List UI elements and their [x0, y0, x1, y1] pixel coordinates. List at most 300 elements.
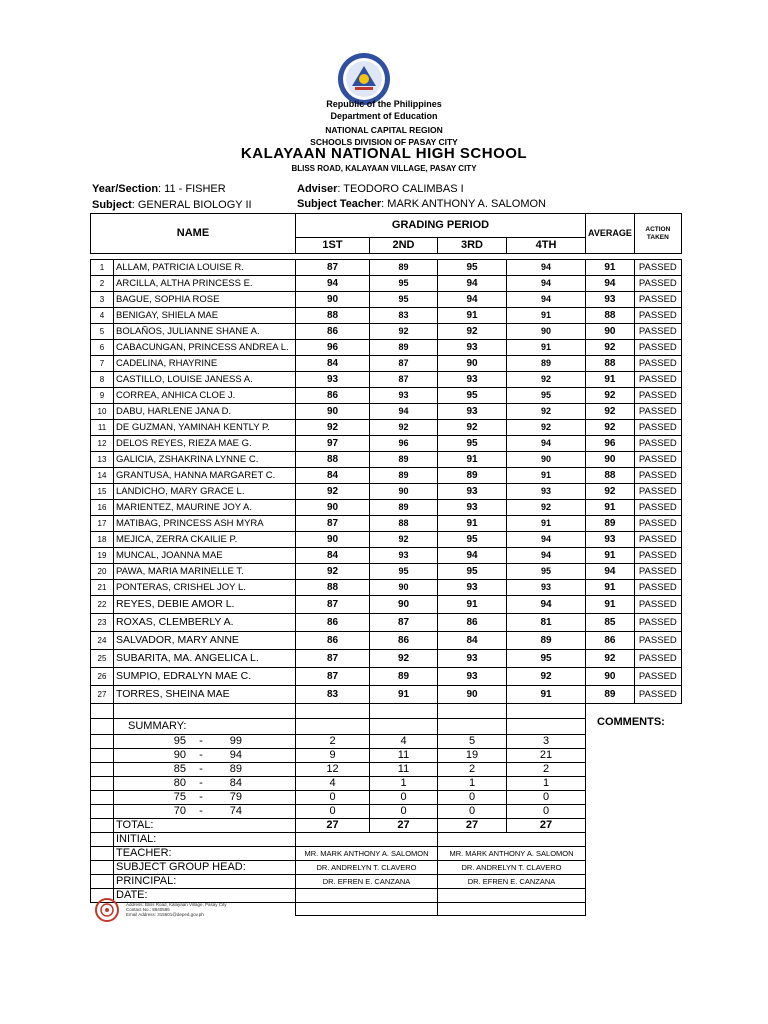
grade-q2: 89 [370, 340, 438, 356]
student-row [91, 500, 682, 516]
q4-header: 4TH [507, 238, 586, 254]
summary-spacer-cell [91, 735, 114, 749]
grade-q1: 84 [296, 468, 370, 484]
grade-q1: 86 [296, 614, 370, 632]
student-row [91, 580, 682, 596]
average-header: AVERAGE [586, 214, 635, 254]
grade-q4: 94 [507, 276, 586, 292]
grade-q4: 93 [507, 484, 586, 500]
grade-q4: 89 [507, 632, 586, 650]
summary-spacer-cell [91, 749, 114, 763]
blank-cell [114, 704, 296, 719]
student-number: 25 [91, 650, 114, 668]
signature-empty [296, 833, 438, 847]
student-number: 4 [91, 308, 114, 324]
blank-cell [91, 704, 114, 719]
grade-q3: 93 [438, 484, 507, 500]
summary-spacer-cell [91, 833, 114, 847]
summary-empty-cell [634, 749, 681, 763]
range-dash: - [199, 805, 203, 817]
grade-q3: 86 [438, 614, 507, 632]
range-dash: - [199, 791, 203, 803]
grade-q3: 93 [438, 650, 507, 668]
grade-q2: 87 [370, 356, 438, 372]
grade-q1: 87 [296, 596, 370, 614]
grade-q2: 92 [370, 532, 438, 548]
student-name: SUBARITA, MA. ANGELICA L. [114, 650, 296, 668]
blank-cell [296, 704, 370, 719]
summary-empty-cell [634, 791, 681, 805]
range-count-q1: 4 [296, 777, 370, 791]
range-count-q3: 0 [438, 805, 507, 819]
grade-q2: 95 [370, 292, 438, 308]
student-name: BAGUE, SOPHIA ROSE [114, 292, 296, 308]
subject-label: Subject [92, 199, 132, 211]
grade-q2: 88 [370, 516, 438, 532]
grade-q2: 89 [370, 500, 438, 516]
range-dash: - [199, 777, 203, 789]
range-high: 84 [229, 777, 242, 789]
q1-header: 1ST [296, 238, 370, 254]
grade-q4: 95 [507, 564, 586, 580]
grade-q4: 91 [507, 340, 586, 356]
student-name: SALVADOR, MARY ANNE [114, 632, 296, 650]
grade-q3: 95 [438, 564, 507, 580]
average-grade: 91 [586, 596, 635, 614]
grade-q4: 95 [507, 650, 586, 668]
average-grade: 92 [586, 484, 635, 500]
average-grade: 89 [586, 516, 635, 532]
signature-name-left: MR. MARK ANTHONY A. SALOMON [296, 847, 438, 861]
student-name: GRANTUSA, HANNA MARGARET C. [114, 468, 296, 484]
summary-range [114, 777, 296, 791]
signature-empty [438, 903, 586, 916]
year-section-value: : 11 - FISHER [158, 183, 226, 195]
student-number: 18 [91, 532, 114, 548]
student-number: 14 [91, 468, 114, 484]
range-count-q4: 2 [507, 763, 586, 777]
q2-header: 2ND [370, 238, 438, 254]
grade-q4: 94 [507, 436, 586, 452]
action-taken: PASSED [634, 276, 681, 292]
action-header-line1: ACTION [645, 225, 671, 233]
grade-q3: 94 [438, 276, 507, 292]
student-row [91, 632, 682, 650]
summary-empty-cell [634, 777, 681, 791]
average-grade: 92 [586, 340, 635, 356]
subject-value: : GENERAL BIOLOGY II [131, 199, 252, 211]
range-dash: - [199, 763, 203, 775]
grade-q4: 95 [507, 388, 586, 404]
grade-q2: 95 [370, 564, 438, 580]
average-grade: 85 [586, 614, 635, 632]
summary-empty-cell [634, 861, 681, 875]
footer-phone: Contact No.: 8840586 [126, 907, 170, 912]
action-taken: PASSED [634, 580, 681, 596]
summary-range-row [91, 749, 682, 763]
average-grade: 91 [586, 548, 635, 564]
grading-period-header: GRADING PERIOD [296, 214, 586, 238]
grade-q4: 94 [507, 596, 586, 614]
header-division: SCHOOLS DIVISION OF PASAY CITY [310, 137, 458, 147]
header-republic: Republic of the Philippines [326, 99, 442, 109]
student-row [91, 650, 682, 668]
deped-seal-icon [337, 52, 391, 106]
student-name: PONTERAS, CRISHEL JOY L. [114, 580, 296, 596]
student-number: 20 [91, 564, 114, 580]
student-number: 19 [91, 548, 114, 564]
action-taken: PASSED [634, 452, 681, 468]
average-grade: 92 [586, 650, 635, 668]
action-taken: PASSED [634, 500, 681, 516]
grade-q4: 94 [507, 260, 586, 276]
average-grade: 91 [586, 260, 635, 276]
student-name: CASTILLO, LOUISE JANESS A. [114, 372, 296, 388]
student-name: BOLAÑOS, JULIANNE SHANE A. [114, 324, 296, 340]
student-number: 7 [91, 356, 114, 372]
summary-spacer-cell [91, 719, 114, 735]
action-taken: PASSED [634, 260, 681, 276]
student-row [91, 548, 682, 564]
summary-range-row [91, 735, 682, 749]
student-row [91, 276, 682, 292]
average-grade: 92 [586, 388, 635, 404]
action-taken: PASSED [634, 436, 681, 452]
grade-q4: 94 [507, 548, 586, 564]
grade-q2: 89 [370, 468, 438, 484]
summary-empty-cell [634, 819, 681, 833]
grade-q4: 81 [507, 614, 586, 632]
grade-q1: 94 [296, 276, 370, 292]
average-grade: 88 [586, 356, 635, 372]
action-taken: PASSED [634, 324, 681, 340]
blank-cell [370, 704, 438, 719]
subject [92, 199, 252, 211]
summary-empty-cell [507, 719, 586, 735]
range-high: 94 [229, 749, 242, 761]
signature-row [91, 875, 682, 889]
student-number: 13 [91, 452, 114, 468]
range-low: 85 [173, 763, 186, 775]
average-grade: 91 [586, 580, 635, 596]
student-number: 27 [91, 686, 114, 704]
action-taken: PASSED [634, 686, 681, 704]
summary-spacer-cell [91, 763, 114, 777]
summary-empty-cell [634, 805, 681, 819]
grade-q4: 92 [507, 668, 586, 686]
range-count-q2: 4 [370, 735, 438, 749]
signature-name-left: DR. ANDRELYN T. CLAVERO [296, 861, 438, 875]
range-count-q1: 2 [296, 735, 370, 749]
grade-q1: 87 [296, 650, 370, 668]
range-count-q4: 3 [507, 735, 586, 749]
summary-label: SUMMARY: [114, 719, 296, 735]
summary-range [114, 763, 296, 777]
range-low: 70 [173, 805, 186, 817]
student-name: PAWA, MARIA MARINELLE T. [114, 564, 296, 580]
range-high: 79 [229, 791, 242, 803]
summary-empty-cell [634, 833, 681, 847]
student-number: 6 [91, 340, 114, 356]
range-count-q3: 5 [438, 735, 507, 749]
summary-empty-cell [634, 763, 681, 777]
student-row [91, 340, 682, 356]
average-grade: 88 [586, 468, 635, 484]
grade-q1: 83 [296, 686, 370, 704]
student-name: DELOS REYES, RIEZA MAE G. [114, 436, 296, 452]
summary-empty-cell [634, 889, 681, 903]
summary-empty-cell [634, 847, 681, 861]
student-row [91, 532, 682, 548]
action-header-line2: TAKEN [646, 233, 669, 241]
student-number: 12 [91, 436, 114, 452]
student-number: 3 [91, 292, 114, 308]
range-count-q2: 1 [370, 777, 438, 791]
grade-q4: 92 [507, 372, 586, 388]
summary-empty-cell [586, 763, 635, 777]
student-number: 23 [91, 614, 114, 632]
student-row [91, 420, 682, 436]
grade-q3: 94 [438, 292, 507, 308]
student-row [91, 356, 682, 372]
average-grade: 88 [586, 308, 635, 324]
action-taken: PASSED [634, 308, 681, 324]
average-grade: 93 [586, 532, 635, 548]
grade-q3: 93 [438, 340, 507, 356]
student-number: 24 [91, 632, 114, 650]
student-row [91, 564, 682, 580]
grade-q1: 92 [296, 420, 370, 436]
student-name: MARIENTEZ, MAURINE JOY A. [114, 500, 296, 516]
summary-empty-cell [586, 875, 635, 889]
blank-row [91, 704, 682, 719]
summary-spacer-cell [91, 819, 114, 833]
student-name: SUMPIO, EDRALYN MAE C. [114, 668, 296, 686]
range-count-q4: 1 [507, 777, 586, 791]
grade-q3: 91 [438, 516, 507, 532]
grade-q4: 91 [507, 516, 586, 532]
summary-range-row [91, 791, 682, 805]
summary-empty-cell [438, 719, 507, 735]
initial-label: INITIAL: [114, 833, 296, 847]
summary-empty-cell [586, 847, 635, 861]
student-name: DE GUZMAN, YAMINAH KENTLY P. [114, 420, 296, 436]
action-taken-header [634, 214, 681, 254]
grade-q1: 90 [296, 404, 370, 420]
student-name: LANDICHO, MARY GRACE L. [114, 484, 296, 500]
range-low: 90 [173, 749, 186, 761]
total-q2: 27 [370, 819, 438, 833]
blank-cell [438, 704, 507, 719]
action-taken: PASSED [634, 356, 681, 372]
footer-contact [126, 902, 226, 917]
signature-empty [296, 889, 438, 903]
grade-q1: 90 [296, 292, 370, 308]
grade-q2: 90 [370, 580, 438, 596]
grade-q3: 93 [438, 404, 507, 420]
average-grade: 90 [586, 324, 635, 340]
grade-q1: 88 [296, 452, 370, 468]
year-section-label: Year/Section [92, 183, 159, 195]
student-number: 5 [91, 324, 114, 340]
subject-teacher-value: : MARK ANTHONY A. SALOMON [381, 198, 547, 210]
range-low: 95 [173, 735, 186, 747]
grade-q1: 96 [296, 340, 370, 356]
grade-q1: 88 [296, 308, 370, 324]
grade-q3: 91 [438, 596, 507, 614]
grade-q1: 90 [296, 532, 370, 548]
grade-q4: 90 [507, 452, 586, 468]
student-row [91, 436, 682, 452]
grade-q4: 92 [507, 404, 586, 420]
grade-q2: 95 [370, 276, 438, 292]
summary-empty-cell [586, 903, 635, 916]
average-grade: 90 [586, 452, 635, 468]
date-label: DATE: [114, 889, 296, 903]
summary-range [114, 735, 296, 749]
student-number: 10 [91, 404, 114, 420]
grade-q2: 92 [370, 420, 438, 436]
school-logo-icon [92, 897, 122, 923]
signature-row [91, 861, 682, 875]
range-count-q3: 2 [438, 763, 507, 777]
grade-q1: 87 [296, 668, 370, 686]
average-grade: 90 [586, 668, 635, 686]
range-low: 75 [173, 791, 186, 803]
grade-q3: 93 [438, 668, 507, 686]
action-taken: PASSED [634, 596, 681, 614]
signature-name-left: DR. EFREN E. CANZANA [296, 875, 438, 889]
grade-q1: 86 [296, 632, 370, 650]
grade-q4: 89 [507, 356, 586, 372]
q3-header: 3RD [438, 238, 507, 254]
grade-q3: 93 [438, 500, 507, 516]
student-row [91, 516, 682, 532]
range-count-q1: 12 [296, 763, 370, 777]
grade-q2: 92 [370, 650, 438, 668]
action-taken: PASSED [634, 516, 681, 532]
grade-q3: 92 [438, 420, 507, 436]
grade-q1: 86 [296, 324, 370, 340]
student-name: CORREA, ANHICA CLOE J. [114, 388, 296, 404]
range-count-q2: 11 [370, 749, 438, 763]
student-row [91, 308, 682, 324]
student-name: ALLAM, PATRICIA LOUISE R. [114, 260, 296, 276]
grade-q1: 92 [296, 564, 370, 580]
grade-q2: 93 [370, 388, 438, 404]
summary-empty-cell [296, 719, 370, 735]
grade-q2: 92 [370, 324, 438, 340]
student-row [91, 686, 682, 704]
student-number: 26 [91, 668, 114, 686]
grade-q3: 93 [438, 580, 507, 596]
grade-q3: 89 [438, 468, 507, 484]
grade-q2: 86 [370, 632, 438, 650]
summary-spacer-cell [91, 791, 114, 805]
average-grade: 94 [586, 564, 635, 580]
grade-q2: 91 [370, 686, 438, 704]
action-taken: PASSED [634, 548, 681, 564]
average-grade: 92 [586, 404, 635, 420]
action-taken: PASSED [634, 388, 681, 404]
grade-q2: 96 [370, 436, 438, 452]
grade-q1: 97 [296, 436, 370, 452]
range-count-q2: 11 [370, 763, 438, 777]
student-name: REYES, DEBIE AMOR L. [114, 596, 296, 614]
action-taken: PASSED [634, 614, 681, 632]
action-taken: PASSED [634, 650, 681, 668]
summary-empty-cell [586, 819, 635, 833]
grade-q2: 87 [370, 372, 438, 388]
grade-q3: 84 [438, 632, 507, 650]
grade-q2: 90 [370, 596, 438, 614]
grade-q1: 93 [296, 372, 370, 388]
student-number: 9 [91, 388, 114, 404]
range-high: 99 [229, 735, 242, 747]
range-count-q3: 1 [438, 777, 507, 791]
action-taken: PASSED [634, 372, 681, 388]
student-number: 1 [91, 260, 114, 276]
student-row [91, 324, 682, 340]
school-address: BLISS ROAD, KALAYAAN VILLAGE, PASAY CITY [291, 164, 477, 173]
action-taken: PASSED [634, 484, 681, 500]
signature-name-right: DR. EFREN E. CANZANA [438, 875, 586, 889]
student-name: TORRES, SHEINA MAE [114, 686, 296, 704]
student-name: MATIBAG, PRINCESS ASH MYRA [114, 516, 296, 532]
range-count-q4: 0 [507, 805, 586, 819]
summary-spacer-cell [91, 875, 114, 889]
grade-q3: 90 [438, 356, 507, 372]
summary-spacer-cell [91, 861, 114, 875]
signature-empty [296, 903, 438, 916]
grade-q4: 91 [507, 468, 586, 484]
range-count-q1: 9 [296, 749, 370, 763]
action-taken: PASSED [634, 532, 681, 548]
summary-empty-cell [370, 719, 438, 735]
comments-label: COMMENTS: [597, 716, 665, 728]
student-row [91, 372, 682, 388]
average-grade: 91 [586, 500, 635, 516]
subject-teacher [297, 198, 546, 210]
grade-q4: 92 [507, 420, 586, 436]
range-count-q1: 0 [296, 805, 370, 819]
range-count-q4: 21 [507, 749, 586, 763]
summary-spacer-cell [91, 847, 114, 861]
summary-empty-cell [586, 889, 635, 903]
grade-q3: 95 [438, 388, 507, 404]
grade-q3: 91 [438, 308, 507, 324]
grade-q2: 89 [370, 260, 438, 276]
student-row [91, 452, 682, 468]
student-number: 16 [91, 500, 114, 516]
average-grade: 92 [586, 420, 635, 436]
summary-empty-cell [634, 903, 681, 916]
range-count-q2: 0 [370, 805, 438, 819]
summary-range-row [91, 763, 682, 777]
summary-range [114, 749, 296, 763]
grades-table [90, 213, 682, 916]
grade-q1: 86 [296, 388, 370, 404]
total-q4: 27 [507, 819, 586, 833]
grade-q1: 92 [296, 484, 370, 500]
header-region: NATIONAL CAPITAL REGION [325, 125, 443, 135]
grade-q3: 95 [438, 532, 507, 548]
student-name: GALICIA, ZSHAKRINA LYNNE C. [114, 452, 296, 468]
range-count-q3: 19 [438, 749, 507, 763]
action-taken: PASSED [634, 468, 681, 484]
grade-q3: 95 [438, 436, 507, 452]
subject-teacher-label: Subject Teacher [297, 198, 382, 210]
